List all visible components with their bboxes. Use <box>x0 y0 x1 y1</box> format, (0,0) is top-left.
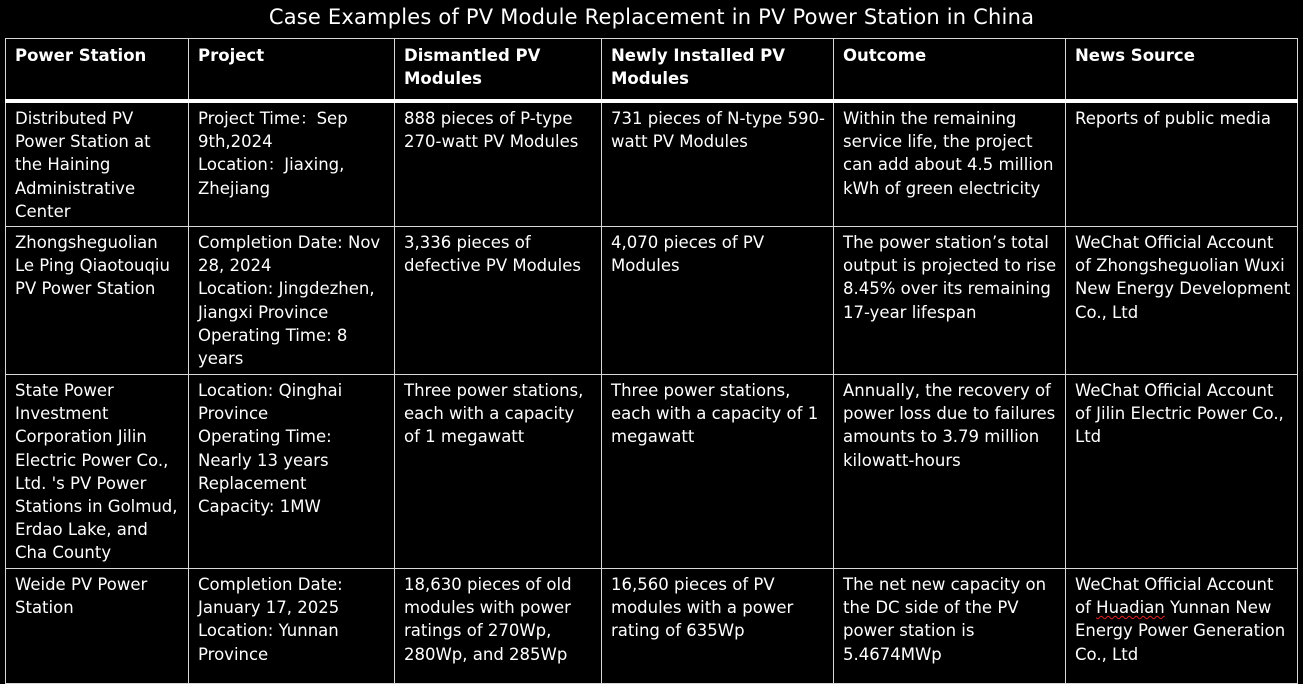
cell-installed: 4,070 pieces of PV Modules <box>602 227 834 375</box>
spellcheck-flagged-word: Huadian <box>1096 598 1165 618</box>
cell-source <box>1066 569 1298 684</box>
replacement-cases-table <box>5 38 1298 684</box>
project-line: Location: Yunnan Province <box>198 621 339 664</box>
header-row <box>6 39 1298 102</box>
project-line: Operating Time: Nearly 13 years <box>198 427 332 470</box>
table-row <box>6 227 1298 375</box>
cell-source: WeChat Official Account of Zhongsheguolian Wuxi New Energy Development Co., Ltd <box>1066 227 1298 375</box>
cell-outcome: Within the remaining service life, the project can add about 4.5 million kWh of green electricity <box>834 101 1066 227</box>
table-title: Case Examples of PV Module Replacement in PV Power Station in China <box>268 5 1035 29</box>
cell-station: Distributed PV Power Station at the Haining Administrative Center <box>6 101 189 227</box>
cell-project <box>189 375 395 569</box>
cell-installed: 731 pieces of N-type 590-watt PV Modules <box>602 101 834 227</box>
table-row <box>6 569 1298 684</box>
header-dismantled-modules: Dismantled PV Modules <box>395 39 602 102</box>
cell-project <box>189 569 395 684</box>
cell-station: State Power Investment Corporation Jilin Electric Power Co., Ltd. 's PV Power Stations in Golmud, Erdao Lake, and Cha County <box>6 375 189 569</box>
project-line: Location: Jingdezhen, Jiangxi Province <box>198 279 375 322</box>
cell-station: Weide PV Power Station <box>6 569 189 684</box>
project-line: Operating Time: 8 years <box>198 325 348 369</box>
cell-source: Reports of public media <box>1066 101 1298 227</box>
header-power-station: Power Station <box>6 39 189 102</box>
cell-station: Zhongsheguolian Le Ping Qiaotouqiu PV Power Station <box>6 227 189 375</box>
cell-installed: Three power stations, each with a capacity of 1 megawatt <box>602 375 834 569</box>
table-row <box>6 101 1298 227</box>
cell-dismantled: 18,630 pieces of old modules with power ratings of 270Wp, 280Wp, and 285Wp <box>395 569 602 684</box>
header-outcome: Outcome <box>834 39 1066 102</box>
project-line: Project Time：Sep 9th,2024 <box>198 109 348 152</box>
project-line: Location: Qinghai Province <box>198 381 343 424</box>
cell-outcome: The power station’s total output is projected to rise 8.45% over its remaining 17-year lifespan <box>834 227 1066 375</box>
table-row <box>6 375 1298 569</box>
cell-dismantled: 3,336 pieces of defective PV Modules <box>395 227 602 375</box>
cell-dismantled: 888 pieces of P-type 270-watt PV Modules <box>395 101 602 227</box>
cell-project <box>189 101 395 227</box>
project-line: Completion Date: January 17, 2025 <box>198 575 343 618</box>
project-line: Location：Jiaxing, Zhejiang <box>198 155 345 198</box>
cell-installed: 16,560 pieces of PV modules with a power rating of 635Wp <box>602 569 834 684</box>
cell-project <box>189 227 395 375</box>
cell-source: WeChat Official Account of Jilin Electric Power Co., Ltd <box>1066 375 1298 569</box>
header-project: Project <box>189 39 395 102</box>
project-line: Completion Date: Nov 28, 2024 <box>198 233 381 276</box>
cell-dismantled: Three power stations, each with a capacity of 1 megawatt <box>395 375 602 569</box>
cell-outcome: The net new capacity on the DC side of the PV power station is 5.4674MWp <box>834 569 1066 684</box>
source-text-post: Yunnan New Energy Power Generation Co., Ltd <box>1075 598 1286 664</box>
header-news-source: News Source <box>1066 39 1298 102</box>
project-line: Replacement Capacity: 1MW <box>198 473 321 517</box>
header-installed-modules: Newly Installed PV Modules <box>602 39 834 102</box>
source-text-pre: WeChat Official Account of <box>1075 575 1274 618</box>
cell-outcome: Annually, the recovery of power loss due to failures amounts to 3.79 million kilowatt-hours <box>834 375 1066 569</box>
